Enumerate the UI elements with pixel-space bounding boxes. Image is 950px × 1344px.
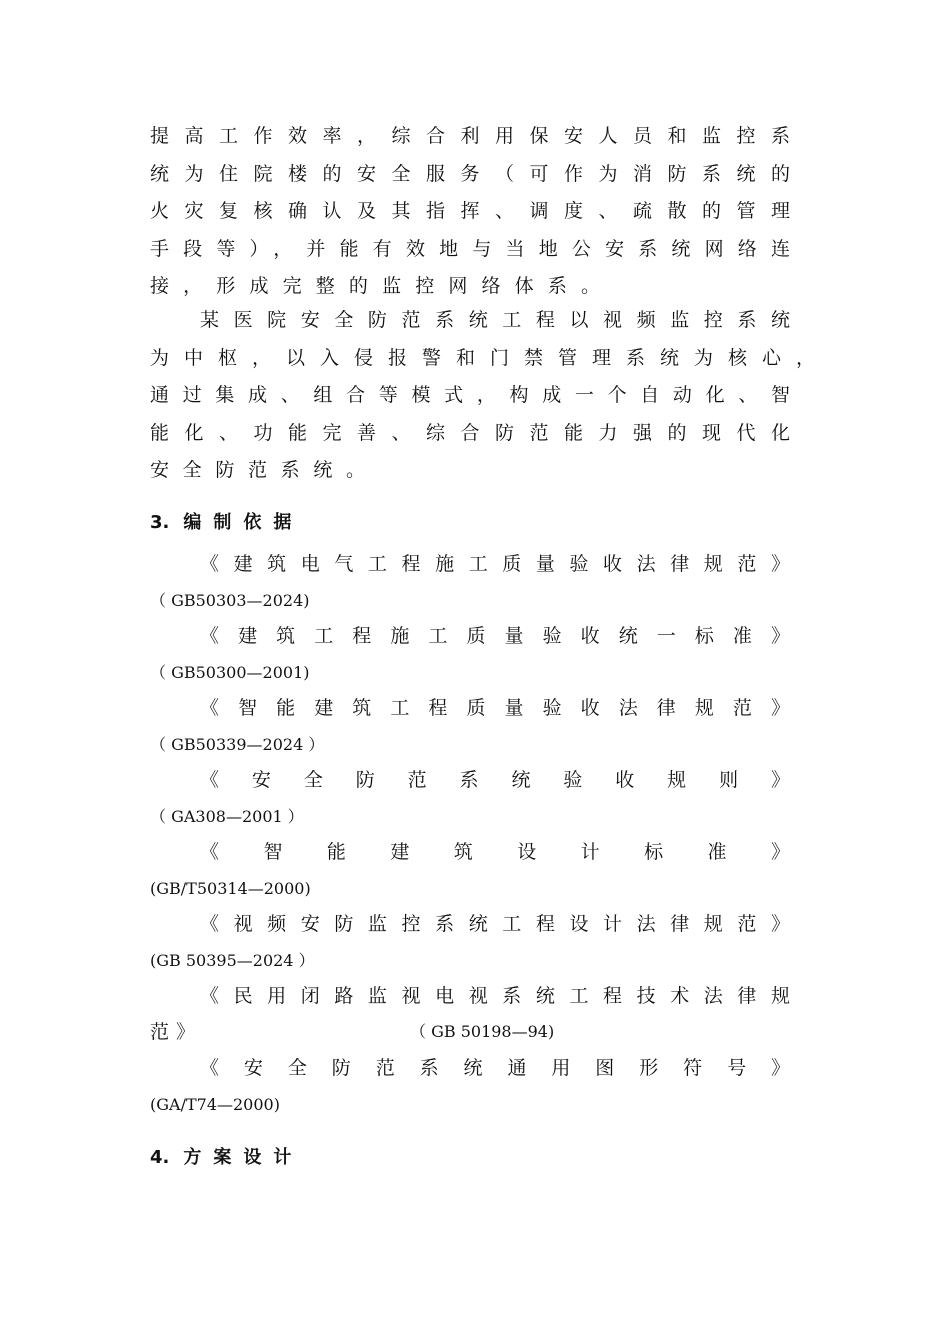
intro-line-4: 手段等），并能有效地与当地公安系统网络连 (150, 238, 790, 260)
section4-heading (150, 1146, 303, 1170)
paragraph2-line-4: 能化、功能完善、综合防范能力强的现代化 (150, 422, 790, 444)
paragraph2-line-3: 通过集成、组合等模式，构成一个自动化、智 (150, 384, 790, 406)
reference-code-3: （ GB50339—2024 ） (150, 735, 325, 754)
reference-code-7: （ GB 50198—94) (410, 1022, 555, 1041)
section4-title: 方案设计 (183, 1147, 304, 1168)
reference-code-5: (GB/T50314—2000) (150, 879, 311, 898)
paragraph2-line-2: 为中枢，以入侵报警和门禁管理系统为核心， (150, 347, 815, 369)
reference-code-1: （ GB50303—2024) (150, 591, 310, 610)
reference-title-8: 《安全防范系统通用图形符号》 (200, 1057, 790, 1079)
section4-number: 4. (150, 1147, 170, 1168)
paragraph2-line-5: 安全防范系统。 (150, 459, 365, 481)
reference-code-6: (GB 50395—2024 ） (150, 951, 315, 970)
reference-title-4: 《安全防范系统验收规则》 (200, 769, 790, 791)
reference-title-7-continuation: 范》 (150, 1021, 195, 1043)
paragraph2-line-1: 某医院安全防范系统工程以视频监控系统 (200, 309, 790, 331)
reference-title-5: 《智能建筑设计标准》 (200, 841, 790, 863)
section3-number: 3. (150, 512, 170, 533)
intro-line-1: 提高工作效率，综合利用保安人员和监控系 (150, 125, 790, 147)
reference-title-7: 《民用闭路监视电视系统工程技术法律规 (200, 985, 790, 1007)
reference-title-1: 《建筑电气工程施工质量验收法律规范》 (200, 553, 790, 575)
section3-heading (150, 511, 303, 535)
reference-title-6: 《视频安防监控系统工程设计法律规范》 (200, 913, 790, 935)
reference-title-3: 《智能建筑工程质量验收法律规范》 (200, 697, 790, 719)
reference-code-4: （ GA308—2001 ） (150, 807, 304, 826)
reference-code-2: （ GB50300—2001) (150, 663, 310, 682)
section3-title: 编制依据 (183, 512, 304, 533)
intro-line-2: 统为住院楼的安全服务（可作为消防系统的 (150, 163, 790, 185)
intro-line-3: 火灾复核确认及其指挥、调度、疏散的管理 (150, 200, 790, 222)
reference-code-8: (GA/T74—2000) (150, 1095, 280, 1114)
intro-line-5: 接，形成完整的监控网络体系。 (150, 275, 600, 297)
reference-title-2: 《建筑工程施工质量验收统一标准》 (200, 625, 790, 647)
